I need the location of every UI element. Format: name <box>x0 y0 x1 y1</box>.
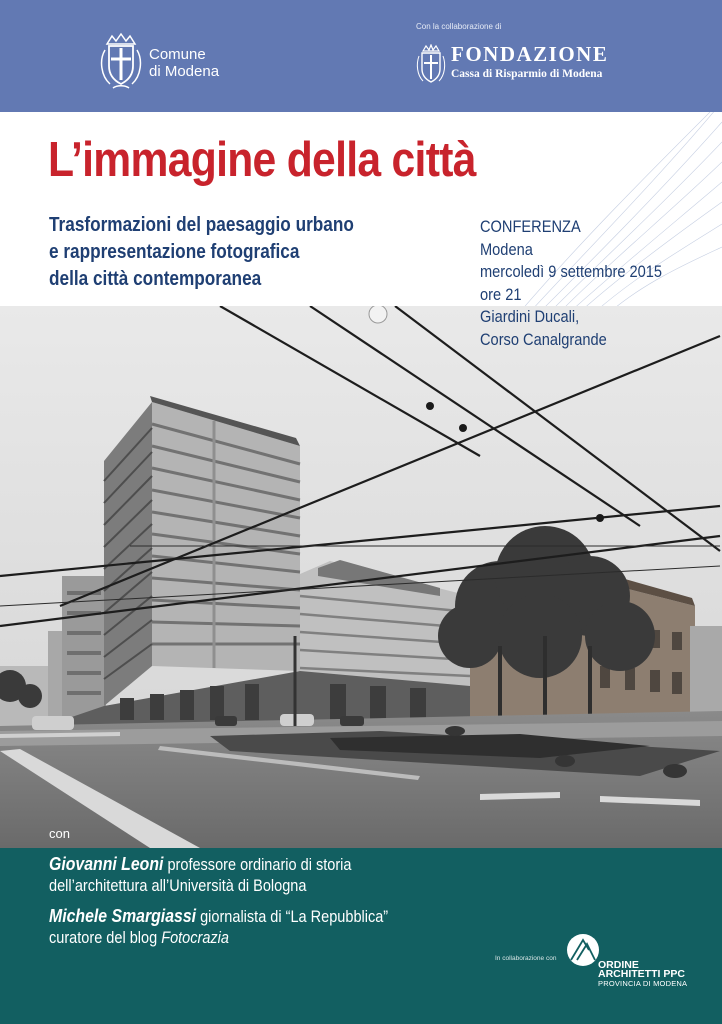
speaker-1-role-line1: professore ordinario di storia <box>167 856 352 874</box>
ordine-line1: ORDINE <box>598 959 639 971</box>
city-photo <box>0 306 722 848</box>
event-details <box>480 216 662 351</box>
comune-line2: di Modena <box>149 63 220 80</box>
event-date: mercoledì 9 settembre 2015 <box>480 262 663 281</box>
fondazione-name: FONDAZIONE <box>451 42 609 66</box>
collaboration-label: Con la collaborazione di <box>416 22 502 31</box>
subtitle-line: e rappresentazione fotografica <box>49 241 300 263</box>
subtitle-line: Trasformazioni del paesaggio urbano <box>49 214 354 236</box>
speaker-2-blog-name: Fotocrazia <box>161 929 229 947</box>
header-band <box>0 0 722 112</box>
speaker-1-role-line2: dell’architettura all’Università di Bologna <box>49 877 307 895</box>
ordine-architetti-logo-icon <box>563 930 603 970</box>
main-title: L’immagine della città <box>48 133 476 187</box>
comune-coat-of-arms-icon <box>98 32 144 92</box>
speaker-1-name: Giovanni Leoni <box>49 854 164 874</box>
speaker-2-role-line1: giornalista di “La Repubblica” <box>200 908 389 926</box>
city-photo-illustration <box>0 306 722 848</box>
fondazione-subtitle: Cassa di Risparmio di Modena <box>451 68 603 80</box>
subtitle <box>49 212 410 293</box>
event-type: CONFERENZA <box>480 217 581 236</box>
comune-di-modena-logo-text <box>149 46 219 80</box>
ordine-line2: ARCHITETTI PPC <box>598 968 685 980</box>
subtitle-line: della città contemporanea <box>49 268 262 290</box>
fondazione-coat-of-arms-icon <box>416 44 446 86</box>
speaker-2-name: Michele Smargiassi <box>49 906 197 926</box>
event-city: Modena <box>480 239 533 259</box>
speaker-1 <box>49 854 351 897</box>
footer-collaboration-label: In collaborazione con <box>495 955 557 962</box>
speakers-intro: con <box>49 826 70 841</box>
event-time: ore 21 <box>480 284 522 304</box>
speaker-2 <box>49 906 388 949</box>
event-place: Giardini Ducali, <box>480 307 580 326</box>
ordine-line3: PROVINCIA DI MODENA <box>598 979 688 988</box>
comune-line1: Comune <box>149 46 206 63</box>
event-address: Corso Canalgrande <box>480 329 607 349</box>
speaker-2-role-line2-prefix: curatore del blog <box>49 929 162 947</box>
